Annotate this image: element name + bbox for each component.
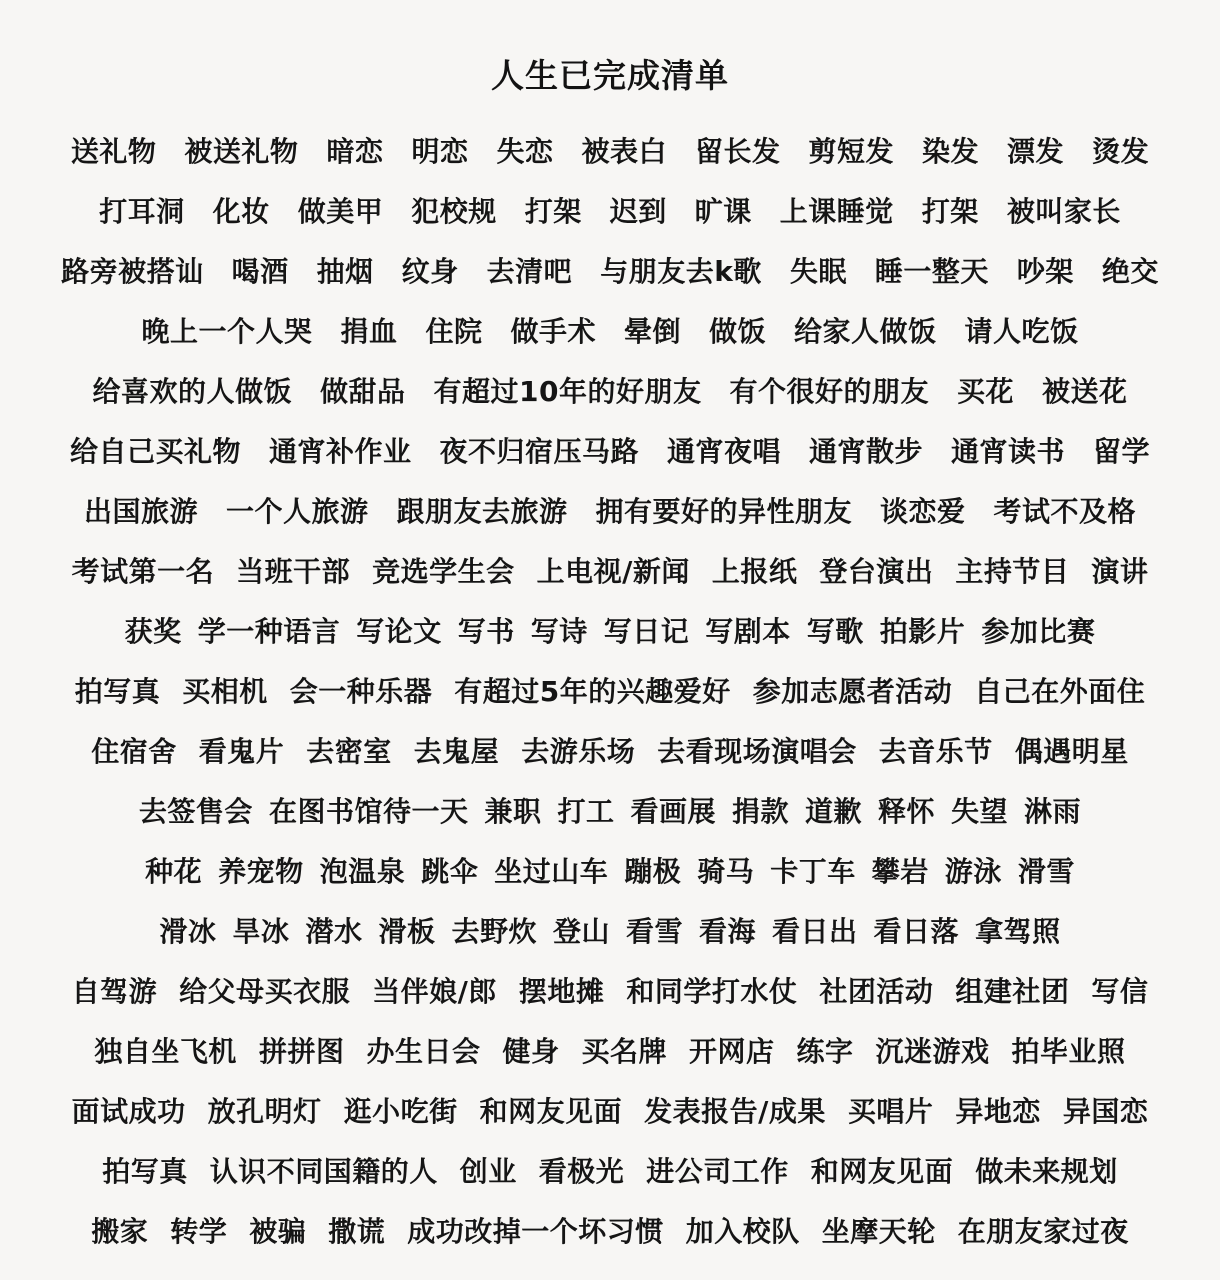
checklist-item[interactable]: 去游乐场 (521, 734, 636, 768)
checklist-item[interactable]: 开网店 (689, 1034, 775, 1068)
checklist-item[interactable]: 发表报告/成果 (644, 1094, 826, 1128)
checklist-item[interactable]: 通宵补作业 (268, 434, 412, 468)
checklist-item[interactable]: 参加比赛 (981, 614, 1096, 648)
checklist-row (12, 782, 1208, 842)
checklist-item[interactable]: 给家人做饭 (794, 314, 937, 348)
checklist-item[interactable]: 拍毕业照 (1011, 1034, 1126, 1068)
checklist-item[interactable]: 和网友见面 (479, 1094, 623, 1128)
checklist-row (12, 602, 1208, 662)
checklist-row (12, 722, 1208, 782)
checklist-item[interactable]: 社团活动 (819, 974, 934, 1008)
checklist-item[interactable]: 做饭 (709, 314, 767, 348)
checklist-item[interactable]: 写信 (1091, 974, 1149, 1008)
checklist-item[interactable]: 与朋友去k歌 (600, 254, 762, 288)
checklist-item[interactable]: 一个人旅游 (225, 494, 369, 528)
checklist-item[interactable]: 看日出 (772, 914, 858, 948)
checklist-item[interactable]: 坐过山车 (494, 854, 609, 888)
checklist-item[interactable]: 做甜品 (319, 374, 406, 408)
checklist-item[interactable]: 摆地摊 (518, 974, 605, 1008)
checklist-item[interactable]: 有超过5年的兴趣爱好 (454, 674, 731, 708)
checklist-item[interactable]: 通宵夜唱 (666, 434, 781, 468)
checklist-item[interactable]: 道歉 (805, 794, 863, 828)
checklist-item[interactable]: 放孔明灯 (207, 1094, 322, 1128)
checklist-item[interactable]: 买唱片 (847, 1094, 934, 1128)
checklist-row (12, 302, 1208, 362)
checklist-item[interactable]: 释怀 (878, 794, 936, 828)
checklist-item[interactable]: 创业 (459, 1154, 517, 1188)
checklist-item[interactable]: 进公司工作 (646, 1154, 789, 1188)
checklist-item[interactable]: 泡温泉 (319, 854, 406, 888)
checklist-item[interactable]: 卡丁车 (770, 854, 856, 888)
checklist-item[interactable]: 做未来规划 (975, 1154, 1118, 1188)
checklist-item[interactable]: 拼拼图 (258, 1034, 345, 1068)
checklist-item[interactable]: 蹦极 (624, 854, 682, 888)
checklist-item[interactable]: 兼职 (484, 794, 542, 828)
checklist-item[interactable]: 拍影片 (879, 614, 966, 648)
checklist-row (12, 842, 1208, 902)
checklist-item[interactable]: 被叫家长 (1006, 194, 1121, 228)
checklist-item[interactable]: 做手术 (510, 314, 596, 348)
checklist-item[interactable]: 路旁被搭讪 (61, 254, 204, 288)
checklist-item[interactable]: 烫发 (1092, 134, 1150, 168)
checklist-item[interactable]: 打工 (557, 794, 615, 828)
checklist-item[interactable]: 买花 (956, 374, 1014, 408)
checklist-item[interactable]: 化妆 (212, 194, 270, 228)
checklist-item[interactable]: 剪短发 (808, 134, 895, 168)
checklist-item[interactable]: 健身 (502, 1034, 560, 1068)
checklist-item[interactable]: 晚上一个人哭 (141, 314, 313, 348)
checklist-item[interactable]: 当伴娘/郎 (372, 974, 497, 1008)
checklist-item[interactable]: 种花 (145, 854, 203, 888)
checklist-item[interactable]: 加入校队 (685, 1214, 800, 1248)
checklist-item[interactable]: 买名牌 (581, 1034, 667, 1068)
checklist-row (12, 242, 1208, 302)
checklist-row (12, 542, 1208, 602)
checklist-item[interactable]: 出国旅游 (83, 494, 198, 528)
checklist-item[interactable]: 送礼物 (70, 134, 157, 168)
checklist-item[interactable]: 自驾游 (71, 974, 158, 1008)
checklist-item[interactable]: 拍写真 (102, 1154, 188, 1188)
checklist-item[interactable]: 犯校规 (411, 194, 497, 228)
checklist-item[interactable]: 看雪 (626, 914, 684, 948)
checklist-item[interactable]: 主持节目 (955, 554, 1070, 588)
checklist-item[interactable]: 异地恋 (955, 1094, 1041, 1128)
checklist-item[interactable]: 被骗 (249, 1214, 307, 1248)
checklist-item[interactable]: 做美甲 (297, 194, 384, 228)
checklist-item[interactable]: 有超过10年的好朋友 (433, 374, 702, 408)
checklist-item[interactable]: 去签售会 (138, 794, 253, 828)
checklist-item[interactable]: 给喜欢的人做饭 (92, 374, 292, 408)
checklist-item[interactable]: 游泳 (944, 854, 1002, 888)
checklist-item[interactable]: 有个很好的朋友 (729, 374, 929, 408)
checklist-item[interactable]: 写诗 (530, 614, 588, 648)
checklist-row (12, 482, 1208, 542)
checklist-item[interactable]: 组建社团 (955, 974, 1070, 1008)
checklist-item[interactable]: 写论文 (356, 614, 442, 648)
checklist-item[interactable]: 参加志愿者活动 (752, 674, 953, 708)
checklist-item[interactable]: 练字 (796, 1034, 854, 1068)
checklist-item[interactable]: 睡一整天 (874, 254, 989, 288)
checklist-item[interactable]: 去看现场演唱会 (657, 734, 857, 768)
page-title: 人生已完成清单 (491, 56, 729, 95)
checklist-item[interactable]: 漂发 (1007, 134, 1065, 168)
checklist-item[interactable]: 夜不归宿压马路 (439, 434, 639, 468)
checklist-item[interactable]: 去野炊 (451, 914, 537, 948)
checklist-item[interactable]: 认识不同国籍的人 (209, 1154, 438, 1188)
checklist-item[interactable]: 旷课 (694, 194, 752, 228)
checklist-item[interactable]: 和网友见面 (810, 1154, 954, 1188)
checklist-item[interactable]: 看画展 (630, 794, 716, 828)
checklist-item[interactable]: 通宵散步 (809, 434, 924, 468)
checklist-item[interactable]: 染发 (922, 134, 980, 168)
checklist-item[interactable]: 滑板 (378, 914, 436, 948)
checklist-item[interactable]: 被表白 (581, 134, 667, 168)
checklist-item[interactable]: 被送花 (1042, 374, 1128, 408)
checklist-item[interactable]: 演讲 (1091, 554, 1149, 588)
checklist-item[interactable]: 住院 (425, 314, 483, 348)
checklist-item[interactable]: 看海 (699, 914, 757, 948)
checklist-item[interactable]: 上课睡觉 (779, 194, 894, 228)
checklist-item[interactable]: 骑马 (697, 854, 755, 888)
checklist-row (12, 422, 1208, 482)
checklist-item[interactable]: 养宠物 (218, 854, 304, 888)
checklist-item[interactable]: 抽烟 (316, 254, 374, 288)
checklist-item[interactable]: 打架 (921, 194, 979, 228)
checklist-item[interactable]: 攀岩 (871, 854, 929, 888)
checklist-item[interactable]: 捐血 (340, 314, 398, 348)
checklist-item[interactable]: 看鬼片 (198, 734, 285, 768)
checklist-item[interactable]: 暗恋 (326, 134, 384, 168)
checklist-row (12, 1082, 1208, 1142)
checklist-item[interactable]: 喝酒 (231, 254, 289, 288)
checklist-item[interactable]: 住宿舍 (91, 734, 177, 768)
checklist-row (12, 962, 1208, 1022)
checklist-item[interactable]: 面试成功 (71, 1094, 186, 1128)
checklist-item[interactable]: 买相机 (182, 674, 268, 708)
checklist-item[interactable]: 给自己买礼物 (69, 434, 241, 468)
checklist-row (12, 182, 1208, 242)
checklist-item[interactable]: 失望 (951, 794, 1009, 828)
checklist-item[interactable]: 在图书馆待一天 (268, 794, 469, 828)
checklist-item[interactable]: 捐款 (732, 794, 790, 828)
checklist-item[interactable]: 通宵读书 (951, 434, 1066, 468)
checklist-item[interactable]: 偶遇明星 (1014, 734, 1129, 768)
checklist-item[interactable]: 撒谎 (328, 1214, 386, 1248)
checklist-item[interactable]: 跟朋友去旅游 (396, 494, 568, 528)
checklist-item[interactable]: 和同学打水仗 (626, 974, 798, 1008)
checklist-item[interactable]: 吵架 (1016, 254, 1074, 288)
checklist-item[interactable]: 会一种乐器 (289, 674, 433, 708)
checklist-item[interactable]: 给父母买衣服 (179, 974, 351, 1008)
checklist-item[interactable]: 去鬼屋 (413, 734, 500, 768)
checklist-item[interactable]: 学一种语言 (197, 614, 341, 648)
checklist-item[interactable]: 沉迷游戏 (875, 1034, 990, 1068)
checklist-item[interactable]: 考试第一名 (71, 554, 215, 588)
checklist-item[interactable]: 请人吃饭 (964, 314, 1079, 348)
checklist-item[interactable]: 办生日会 (366, 1034, 481, 1068)
checklist-item[interactable]: 拍写真 (74, 674, 161, 708)
checklist-item[interactable]: 搬家 (91, 1214, 149, 1248)
checklist-item[interactable]: 旱冰 (232, 914, 290, 948)
checklist-item[interactable]: 写日记 (603, 614, 690, 648)
checklist-item[interactable]: 滑冰 (159, 914, 217, 948)
checklist-item[interactable]: 留学 (1093, 434, 1151, 468)
checklist-item[interactable]: 写歌 (806, 614, 864, 648)
checklist-item[interactable]: 独自坐飞机 (94, 1034, 237, 1068)
checklist-item[interactable]: 绝交 (1101, 254, 1159, 288)
checklist-item[interactable]: 拿驾照 (975, 914, 1061, 948)
checklist-row (12, 1142, 1208, 1202)
checklist-item[interactable]: 留长发 (695, 134, 781, 168)
checklist-item[interactable]: 晕倒 (624, 314, 682, 348)
checklist-item[interactable]: 跳伞 (421, 854, 479, 888)
checklist-item[interactable]: 谈恋爱 (880, 494, 966, 528)
checklist-item[interactable]: 迟到 (609, 194, 667, 228)
checklist-item[interactable]: 写剧本 (705, 614, 791, 648)
checklist-item[interactable]: 坐摩天轮 (821, 1214, 936, 1248)
checklist-rows (12, 122, 1208, 1262)
checklist-item[interactable]: 在朋友家过夜 (957, 1214, 1129, 1248)
checklist-item[interactable]: 看日落 (873, 914, 960, 948)
checklist-item[interactable]: 打架 (524, 194, 582, 228)
checklist-item[interactable]: 拥有要好的异性朋友 (595, 494, 853, 528)
checklist-row (12, 902, 1208, 962)
checklist-item[interactable]: 逛小吃街 (343, 1094, 458, 1128)
checklist-item[interactable]: 自己在外面住 (974, 674, 1146, 708)
checklist-item[interactable]: 被送礼物 (184, 134, 299, 168)
checklist-item[interactable]: 打耳洞 (99, 194, 185, 228)
checklist-item[interactable]: 纹身 (401, 254, 459, 288)
checklist-item[interactable]: 上报纸 (711, 554, 798, 588)
checklist-item[interactable]: 当班干部 (236, 554, 351, 588)
checklist-item[interactable]: 获奖 (124, 614, 182, 648)
checklist-item[interactable]: 登台演出 (819, 554, 934, 588)
checklist-item[interactable]: 去密室 (306, 734, 392, 768)
checklist-item[interactable]: 滑雪 (1017, 854, 1075, 888)
checklist-item[interactable]: 竞选学生会 (372, 554, 515, 588)
checklist-item[interactable]: 写书 (457, 614, 515, 648)
checklist-item[interactable]: 去清吧 (486, 254, 573, 288)
checklist-row (12, 362, 1208, 422)
checklist-item[interactable]: 考试不及格 (993, 494, 1137, 528)
checklist-item[interactable]: 转学 (170, 1214, 228, 1248)
checklist-item[interactable]: 失眠 (789, 254, 847, 288)
checklist-item[interactable]: 淋雨 (1024, 794, 1082, 828)
checklist-item[interactable]: 登山 (552, 914, 610, 948)
checklist-item[interactable]: 看极光 (538, 1154, 625, 1188)
checklist-item[interactable]: 成功改掉一个坏习惯 (407, 1214, 664, 1248)
checklist-item[interactable]: 失恋 (496, 134, 554, 168)
checklist-row (12, 122, 1208, 182)
checklist-item[interactable]: 潜水 (305, 914, 363, 948)
checklist-row (12, 1202, 1208, 1262)
checklist-item[interactable]: 明恋 (411, 134, 469, 168)
checklist-row (12, 662, 1208, 722)
checklist-item[interactable]: 去音乐节 (878, 734, 993, 768)
checklist-item[interactable]: 异国恋 (1062, 1094, 1149, 1128)
checklist-item[interactable]: 上电视/新闻 (536, 554, 690, 588)
checklist-row (12, 1022, 1208, 1082)
